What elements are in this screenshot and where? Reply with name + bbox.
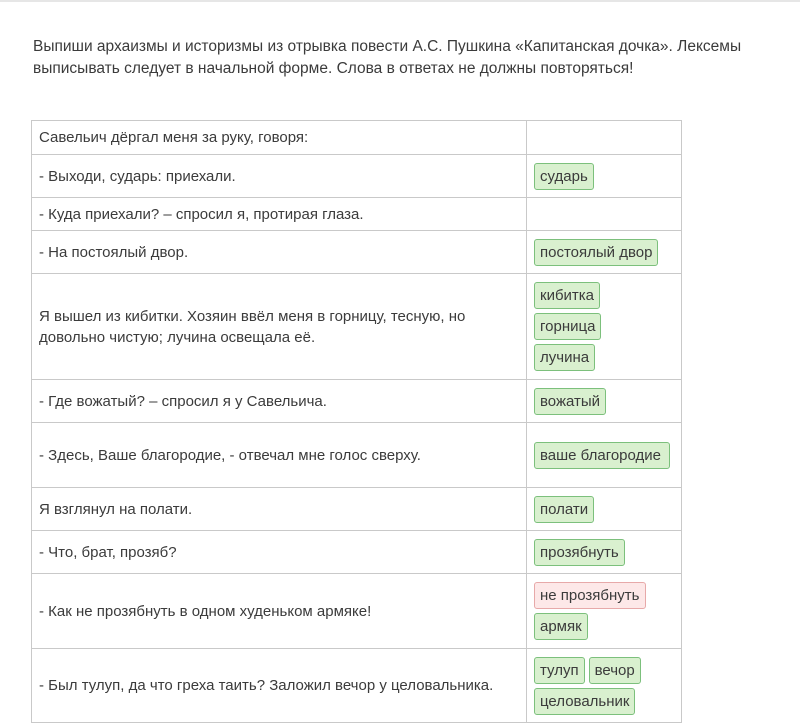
- passage-text: - Где вожатый? – спросил я у Савельича.: [32, 380, 527, 423]
- answer-chip[interactable]: целовальник: [534, 688, 635, 715]
- passage-text: - Что, брат, прозяб?: [32, 531, 527, 574]
- passage-text: Я взглянул на полати.: [32, 488, 527, 531]
- answer-chip[interactable]: вечор: [589, 657, 641, 684]
- answer-chip[interactable]: лучина: [534, 344, 595, 371]
- table-row: [32, 649, 682, 723]
- passage-text: Я вышел из кибитки. Хозяин ввёл меня в горницу, тесную, но довольно чистую; лучина освещала её.: [32, 274, 527, 380]
- answer-drop-zone[interactable]: [527, 423, 682, 488]
- answer-chip[interactable]: сударь: [534, 163, 594, 190]
- answer-chip[interactable]: прозябнуть: [534, 539, 625, 566]
- instructions-line-1: Выпиши архаизмы и историзмы из отрывка повести А.С. Пушкина «Капитанская дочка». Лексемы: [33, 38, 742, 55]
- passage-text: Савельич дёргал меня за руку, говоря:: [32, 121, 527, 155]
- table-row: [32, 488, 682, 531]
- answer-chip-incorrect[interactable]: не прозябнуть: [534, 582, 646, 609]
- instructions-line-2: выписывать следует в начальной форме. Слова в ответах не должны повторяться!: [33, 60, 634, 77]
- answer-drop-zone[interactable]: [527, 531, 682, 574]
- answer-drop-zone[interactable]: [527, 231, 682, 274]
- table-row: [32, 121, 682, 155]
- answer-drop-zone[interactable]: [527, 198, 682, 231]
- answer-drop-zone[interactable]: [527, 155, 682, 198]
- table-row: [32, 274, 682, 380]
- task-instructions: [33, 36, 800, 80]
- table-row: [32, 231, 682, 274]
- top-divider: [0, 0, 800, 2]
- table-row: [32, 198, 682, 231]
- table-row: [32, 380, 682, 423]
- answer-chip[interactable]: постоялый двор: [534, 239, 658, 266]
- answer-chip[interactable]: вожатый: [534, 388, 606, 415]
- answer-chip[interactable]: полати: [534, 496, 594, 523]
- table-row: [32, 423, 682, 488]
- passage-text: - Выходи, сударь: приехали.: [32, 155, 527, 198]
- passage-text: - Был тулуп, да что греха таить? Заложил вечор у целовальника.: [32, 649, 527, 723]
- answer-drop-zone[interactable]: [527, 649, 682, 723]
- answer-chip[interactable]: кибитка: [534, 282, 600, 309]
- answer-drop-zone[interactable]: [527, 488, 682, 531]
- table-row: [32, 531, 682, 574]
- passage-text: - Куда приехали? – спросил я, протирая глаза.: [32, 198, 527, 231]
- answer-table: [31, 120, 682, 723]
- answer-drop-zone[interactable]: [527, 274, 682, 380]
- answer-chip[interactable]: тулуп: [534, 657, 585, 684]
- passage-text: - Как не прозябнуть в одном худеньком армяке!: [32, 574, 527, 649]
- table-row: [32, 155, 682, 198]
- answer-chip[interactable]: ваше благородие: [534, 442, 670, 469]
- answer-chip[interactable]: армяк: [534, 613, 588, 640]
- answer-drop-zone[interactable]: [527, 121, 682, 155]
- answer-drop-zone[interactable]: [527, 574, 682, 649]
- passage-text: - На постоялый двор.: [32, 231, 527, 274]
- table-row: [32, 574, 682, 649]
- passage-text: - Здесь, Ваше благородие, - отвечал мне голос сверху.: [32, 423, 527, 488]
- answer-chip[interactable]: горница: [534, 313, 601, 340]
- answer-drop-zone[interactable]: [527, 380, 682, 423]
